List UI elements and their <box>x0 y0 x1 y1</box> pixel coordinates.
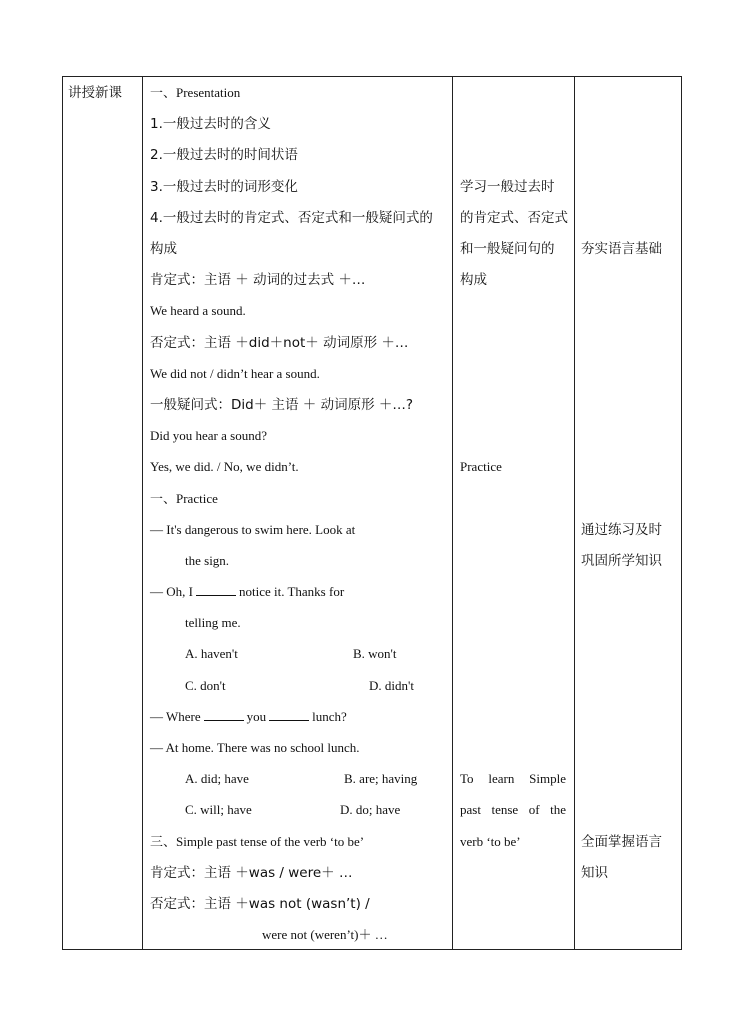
activity-3-word: of <box>528 802 540 817</box>
column-divider-2 <box>452 76 453 950</box>
activity-3-word: the <box>550 802 566 817</box>
activity-2: Practice <box>460 459 502 474</box>
activity-3-word: learn <box>488 771 515 786</box>
question-2-option-c: C. will; have <box>185 802 252 817</box>
activity-3-line-3: verb ‘to be’ <box>460 834 521 849</box>
table-border-bottom <box>62 949 682 950</box>
table-border-right <box>681 76 682 950</box>
presentation-heading: 一、Presentation <box>150 85 241 100</box>
activity-3-word: Simple <box>529 771 566 786</box>
answer-example: Yes, we did. / No, we didn’t. <box>150 459 299 474</box>
question-1-line-2: the sign. <box>185 553 230 568</box>
answer-blank <box>269 709 309 721</box>
answer-blank <box>196 584 236 596</box>
stage-label: 讲授新课 <box>68 85 122 101</box>
purpose-2-line-1: 通过练习及时 <box>581 522 662 538</box>
affirmative-example: We heard a sound. <box>150 303 246 318</box>
point-2: 2.一般过去时的时间状语 <box>150 147 298 163</box>
activity-3-word: To <box>460 771 474 786</box>
question-2-line-1 <box>150 709 347 725</box>
activity-1-line-4: 构成 <box>460 272 487 288</box>
question-1-option-c: C. don't <box>185 678 226 693</box>
point-4-line-1: 4.一般过去时的肯定式、否定式和一般疑问式的 <box>150 210 433 226</box>
question-2-option-d: D. do; have <box>340 802 401 817</box>
point-1: 1.一般过去时的含义 <box>150 116 271 132</box>
question-rule: 一般疑问式：Did＋ 主语 ＋ 动词原形 ＋…? <box>150 397 414 413</box>
question-2-part-a: — Where <box>150 709 201 724</box>
column-divider-3 <box>574 76 575 950</box>
column-divider-1 <box>142 76 143 950</box>
to-be-negative-line-1: 否定式：主语 ＋was not (wasn’t) / <box>150 896 370 912</box>
question-1-line-1: — It's dangerous to swim here. Look at <box>150 522 356 537</box>
answer-blank <box>204 709 244 721</box>
activity-1-line-3: 和一般疑问句的 <box>460 241 555 257</box>
to-be-affirmative: 肯定式：主语 ＋was / were＋ … <box>150 865 353 881</box>
negative-rule: 否定式：主语 ＋did＋not＋ 动词原形 ＋… <box>150 335 409 351</box>
to-be-negative-line-2: were not (weren’t)＋ … <box>262 927 388 942</box>
question-1-option-a: A. haven't <box>185 646 238 661</box>
activity-3-word: past <box>460 802 481 817</box>
table-border-top <box>62 76 682 77</box>
table-border-left <box>62 76 63 950</box>
question-2-line-2: — At home. There was no school lunch. <box>150 740 360 755</box>
question-1-line-4: telling me. <box>185 615 241 630</box>
question-2-option-b: B. are; having <box>344 771 418 786</box>
activity-1-line-2: 的肯定式、否定式 <box>460 210 568 226</box>
question-1-option-d: D. didn't <box>369 678 414 693</box>
purpose-3-line-1: 全面掌握语言 <box>581 834 662 850</box>
affirmative-rule: 肯定式：主语 ＋ 动词的过去式 ＋… <box>150 272 366 288</box>
negative-example: We did not / didn’t hear a sound. <box>150 366 320 381</box>
activity-3-line-1 <box>460 771 566 787</box>
question-2-part-c: lunch? <box>312 709 347 724</box>
purpose-1: 夯实语言基础 <box>581 241 662 257</box>
point-4-line-2: 构成 <box>150 241 177 257</box>
question-example: Did you hear a sound? <box>150 428 267 443</box>
to-be-heading: 三、Simple past tense of the verb ‘to be’ <box>150 834 365 849</box>
question-1-line-3 <box>150 584 344 600</box>
activity-1-line-1: 学习一般过去时 <box>460 179 555 195</box>
purpose-2-line-2: 巩固所学知识 <box>581 553 662 569</box>
question-1-line-3-end: notice it. Thanks for <box>238 584 345 599</box>
point-3: 3.一般过去时的词形变化 <box>150 179 298 195</box>
question-2-option-a: A. did; have <box>185 771 249 786</box>
question-1-line-3-start: — Oh, I <box>150 584 193 599</box>
practice-heading: 一、Practice <box>150 491 218 506</box>
activity-3-line-2 <box>460 802 566 818</box>
activity-3-word: tense <box>491 802 519 817</box>
question-2-part-b: you <box>246 709 267 724</box>
question-1-option-b: B. won't <box>353 646 397 661</box>
purpose-3-line-2: 知识 <box>581 865 608 881</box>
